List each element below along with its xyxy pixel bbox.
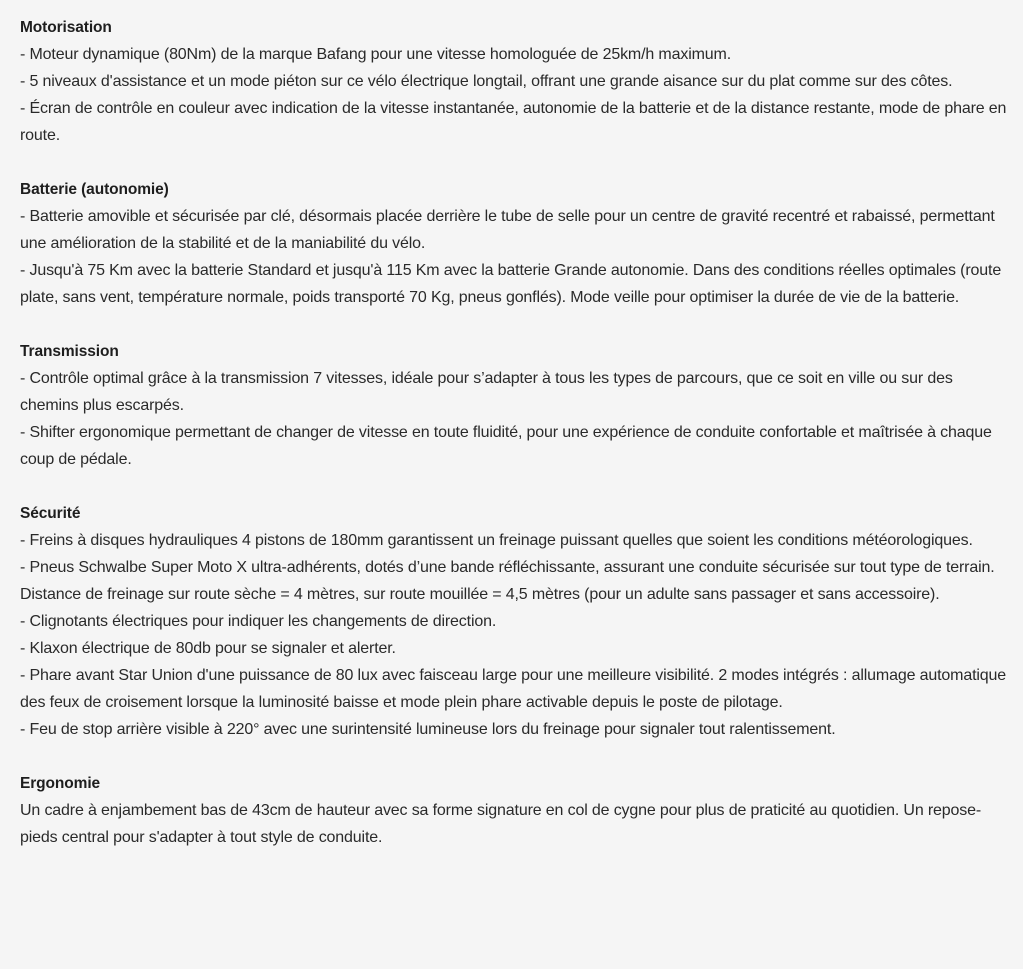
spec-line: - Clignotants électriques pour indiquer les changements de direction.: [20, 613, 497, 630]
spec-line: Un cadre à enjambement bas de 43cm de hauteur avec sa forme signature en col de cygne pour plus de praticité au quotidien. Un repose-pieds central pour s'adapter à tout style de conduite.: [20, 802, 982, 846]
section-title: Batterie (autonomie): [20, 181, 169, 198]
section-title: Ergonomie: [20, 775, 101, 792]
section-title: Sécurité: [20, 505, 81, 522]
spec-line: - Shifter ergonomique permettant de changer de vitesse en toute fluidité, pour une expérience de conduite confortable et maîtrisée à chaque coup de pédale.: [20, 424, 992, 468]
spec-line: - Klaxon électrique de 80db pour se signaler et alerter.: [20, 640, 396, 657]
spec-line: - Pneus Schwalbe Super Moto X ultra-adhérents, dotés d’une bande réfléchissante, assurant une conduite sécurisée sur tout type de terrain. Distance de freinage sur route sèche = 4 mètres, sur route mouillée = 4,5 mètres (pour un adulte sans passager et sans accessoire).: [20, 559, 995, 603]
spec-line: - Freins à disques hydrauliques 4 pistons de 180mm garantissent un freinage puissant quelles que soient les conditions météorologiques.: [20, 532, 973, 549]
section-ergonomie: [20, 770, 1009, 851]
spec-line: - Feu de stop arrière visible à 220° avec une surintensité lumineuse lors du freinage pour signaler tout ralentissement.: [20, 721, 836, 738]
spec-line: - Écran de contrôle en couleur avec indication de la vitesse instantanée, autonomie de la batterie et de la distance restante, mode de phare en route.: [20, 100, 1007, 144]
spec-line: - Phare avant Star Union d'une puissance de 80 lux avec faisceau large pour une meilleure visibilité. 2 modes intégrés : allumage automatique des feux de croisement lorsque la luminosité baisse et mode plein phare activable depuis le poste de pilotage.: [20, 667, 1007, 711]
spec-line: - Batterie amovible et sécurisée par clé, désormais placée derrière le tube de selle pour un centre de gravité recentré et rabaissé, permettant une amélioration de la stabilité et de la maniabilité du vélo.: [20, 208, 995, 252]
section-title: Transmission: [20, 343, 119, 360]
spec-line: - Jusqu'à 75 Km avec la batterie Standard et jusqu'à 115 Km avec la batterie Grande autonomie. Dans des conditions réelles optimales (route plate, sans vent, température normale, poids transporté 70 Kg, pneus gonflés). Mode veille pour optimiser la durée de vie de la batterie.: [20, 262, 1002, 306]
spec-line: - Moteur dynamique (80Nm) de la marque Bafang pour une vitesse homologuée de 25km/h maximum.: [20, 46, 732, 63]
section-title: Motorisation: [20, 19, 112, 36]
spec-line: - Contrôle optimal grâce à la transmission 7 vitesses, idéale pour s’adapter à tous les types de parcours, que ce soit en ville ou sur des chemins plus escarpés.: [20, 370, 953, 414]
spec-line: - 5 niveaux d'assistance et un mode piéton sur ce vélo électrique longtail, offrant une grande aisance sur du plat comme sur des côtes.: [20, 73, 953, 90]
section-transmission: [20, 338, 1009, 473]
section-batterie: [20, 176, 1009, 311]
section-motorisation: [20, 14, 1009, 149]
section-securite: [20, 500, 1009, 743]
